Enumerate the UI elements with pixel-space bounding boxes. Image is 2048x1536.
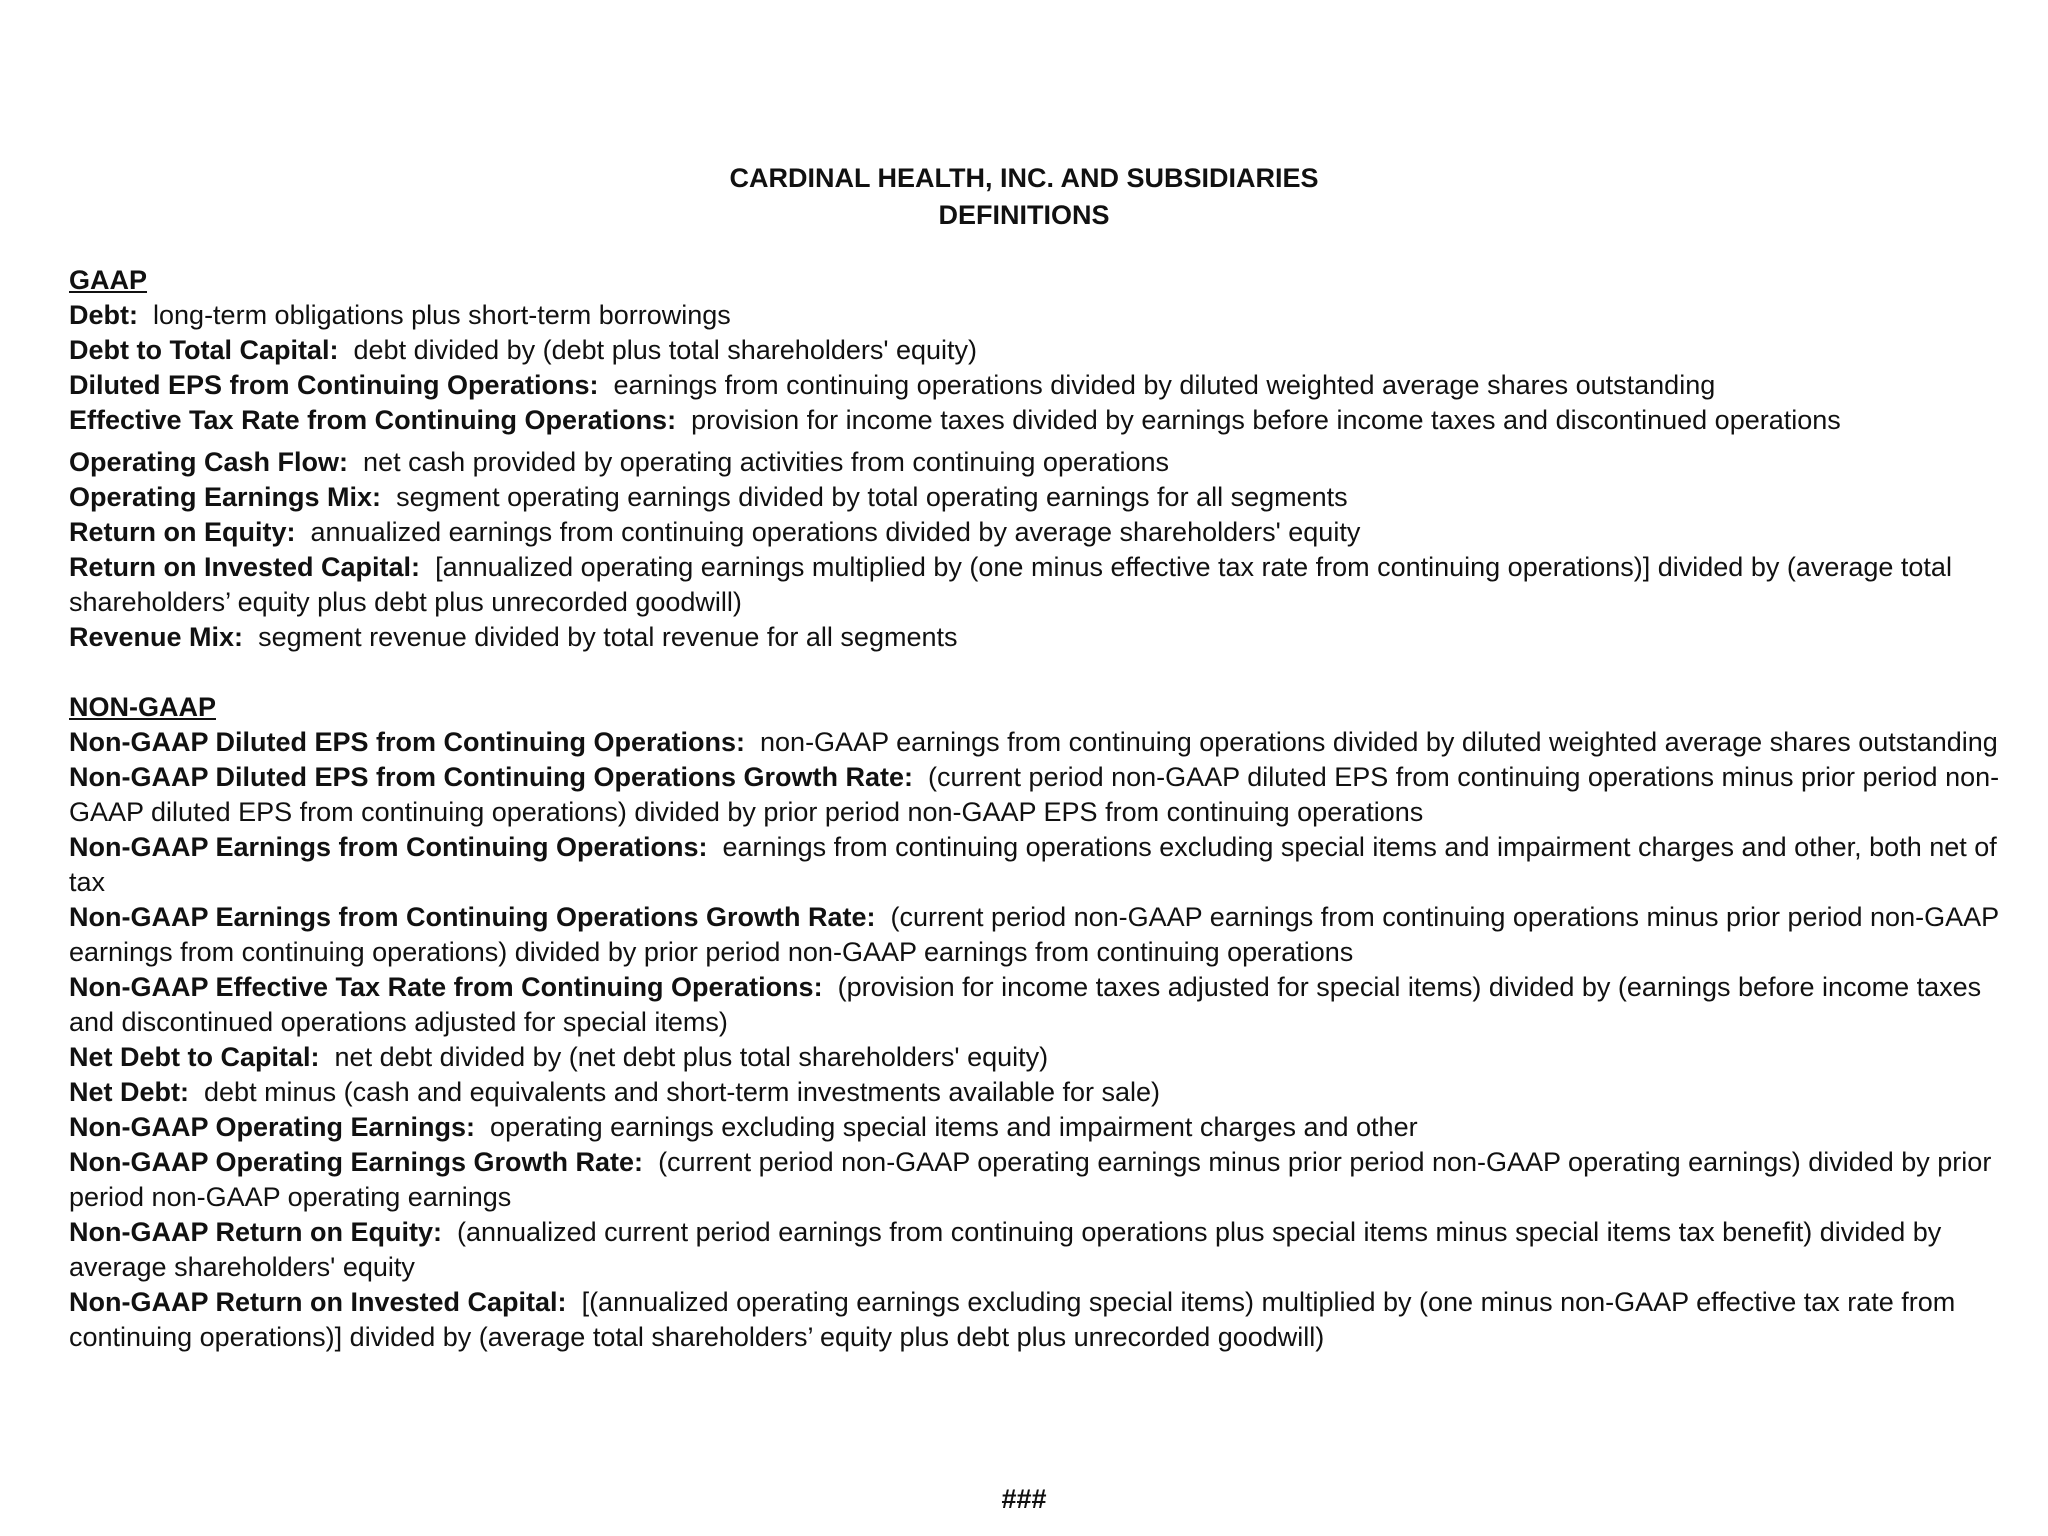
definition-item (69, 1215, 2009, 1285)
definition-item (69, 1110, 2009, 1145)
definition-term: Net Debt to Capital: (69, 1042, 320, 1072)
gaap-heading: GAAP (69, 265, 148, 295)
definition-item (69, 368, 2009, 403)
page-title: DEFINITIONS (938, 200, 1110, 230)
definition-desc: annualized earnings from continuing operations divided by average shareholders' equity (310, 517, 1361, 547)
definition-desc: [(annualized operating earnings excluding special items) multiplied by (one minus non-GAAP effective tax rate from continuing operations)] divided by (average total shareholders’ equity plus debt plus unrecorded goodwill) (69, 1287, 1956, 1352)
definition-item (69, 1040, 2009, 1075)
definition-desc: (current period non-GAAP diluted EPS from continuing operations minus prior period non-GAAP diluted EPS from continuing operations) divided by prior period non-GAAP EPS from continuing operations (69, 762, 2000, 827)
company-name: CARDINAL HEALTH, INC. AND SUBSIDIARIES (729, 163, 1319, 193)
definition-desc: segment operating earnings divided by total operating earnings for all segments (396, 482, 1348, 512)
definition-desc: earnings from continuing operations excluding special items and impairment charges and other, both net of tax (69, 832, 1997, 897)
end-mark: ### (1001, 1484, 1047, 1514)
definition-term: Non-GAAP Effective Tax Rate from Continuing Operations: (69, 972, 823, 1002)
definition-term: Debt to Total Capital: (69, 335, 339, 365)
definition-item (69, 1075, 2009, 1110)
definition-item (69, 760, 2009, 830)
definition-desc: net debt divided by (net debt plus total shareholders' equity) (334, 1042, 1049, 1072)
definition-item (69, 725, 2009, 760)
document-header (0, 160, 2048, 234)
definition-desc: operating earnings excluding special items and impairment charges and other (490, 1112, 1418, 1142)
definition-desc: segment revenue divided by total revenue for all segments (258, 622, 958, 652)
definition-term: Non-GAAP Return on Equity: (69, 1217, 442, 1247)
definition-term: Non-GAAP Operating Earnings: (69, 1112, 476, 1142)
definition-item (69, 333, 2009, 368)
definition-desc: debt minus (cash and equivalents and short-term investments available for sale) (204, 1077, 1160, 1107)
definitions-content (69, 263, 2009, 1355)
definition-item (69, 1285, 2009, 1355)
gaap-section (69, 263, 2009, 655)
definition-desc: (current period non-GAAP earnings from continuing operations minus prior period non-GAAP earnings from continuing operations) divided by prior period non-GAAP earnings from continuing operations (69, 902, 1999, 967)
definition-item (69, 298, 2009, 333)
definition-term: Operating Earnings Mix: (69, 482, 382, 512)
definition-item (69, 1145, 2009, 1215)
definition-item (69, 403, 2009, 438)
definition-item (69, 620, 2009, 655)
non-gaap-heading: NON-GAAP (69, 692, 216, 722)
definition-desc: (current period non-GAAP operating earnings minus prior period non-GAAP operating earnings) divided by prior period non-GAAP operating earnings (69, 1147, 1992, 1212)
definition-term: Net Debt: (69, 1077, 189, 1107)
definition-desc: long-term obligations plus short-term borrowings (153, 300, 731, 330)
definition-item (69, 900, 2009, 970)
definition-desc: [annualized operating earnings multiplied by (one minus effective tax rate from continuing operations)] divided by (average total shareholders’ equity plus debt plus unrecorded goodwill) (69, 552, 1952, 617)
definition-item (69, 515, 2009, 550)
definition-term: Operating Cash Flow: (69, 447, 349, 477)
definition-term: Return on Equity: (69, 517, 296, 547)
definition-term: Non-GAAP Return on Invested Capital: (69, 1287, 567, 1317)
definition-item (69, 550, 2009, 620)
definition-item (69, 445, 2009, 480)
definition-term: Revenue Mix: (69, 622, 244, 652)
definition-item (69, 970, 2009, 1040)
definition-item (69, 480, 2009, 515)
definition-term: Return on Invested Capital: (69, 552, 421, 582)
definition-desc: (annualized current period earnings from continuing operations plus special items minus special items tax benefit) divided by average shareholders' equity (69, 1217, 1942, 1282)
definition-term: Non-GAAP Earnings from Continuing Operations: (69, 832, 708, 862)
definition-term: Non-GAAP Diluted EPS from Continuing Operations: (69, 727, 745, 757)
definition-desc: (provision for income taxes adjusted for special items) divided by (earnings before income taxes and discontinued operations adjusted for special items) (69, 972, 1982, 1037)
definition-term: Non-GAAP Diluted EPS from Continuing Operations Growth Rate: (69, 762, 914, 792)
definition-term: Non-GAAP Earnings from Continuing Operations Growth Rate: (69, 902, 876, 932)
definition-term: Debt: (69, 300, 138, 330)
spacer (69, 438, 2009, 445)
definition-term: Non-GAAP Operating Earnings Growth Rate: (69, 1147, 644, 1177)
definition-item (69, 830, 2009, 900)
section-spacer (69, 655, 2009, 690)
definition-term: Diluted EPS from Continuing Operations: (69, 370, 599, 400)
definition-desc: net cash provided by operating activities from continuing operations (363, 447, 1170, 477)
non-gaap-section (69, 690, 2009, 1355)
definition-term: Effective Tax Rate from Continuing Operations: (69, 405, 677, 435)
definition-desc: provision for income taxes divided by earnings before income taxes and discontinued operations (691, 405, 1841, 435)
definition-desc: non-GAAP earnings from continuing operations divided by diluted weighted average shares outstanding (760, 727, 1998, 757)
definition-desc: earnings from continuing operations divided by diluted weighted average shares outstanding (613, 370, 1716, 400)
definition-desc: debt divided by (debt plus total shareholders' equity) (353, 335, 978, 365)
